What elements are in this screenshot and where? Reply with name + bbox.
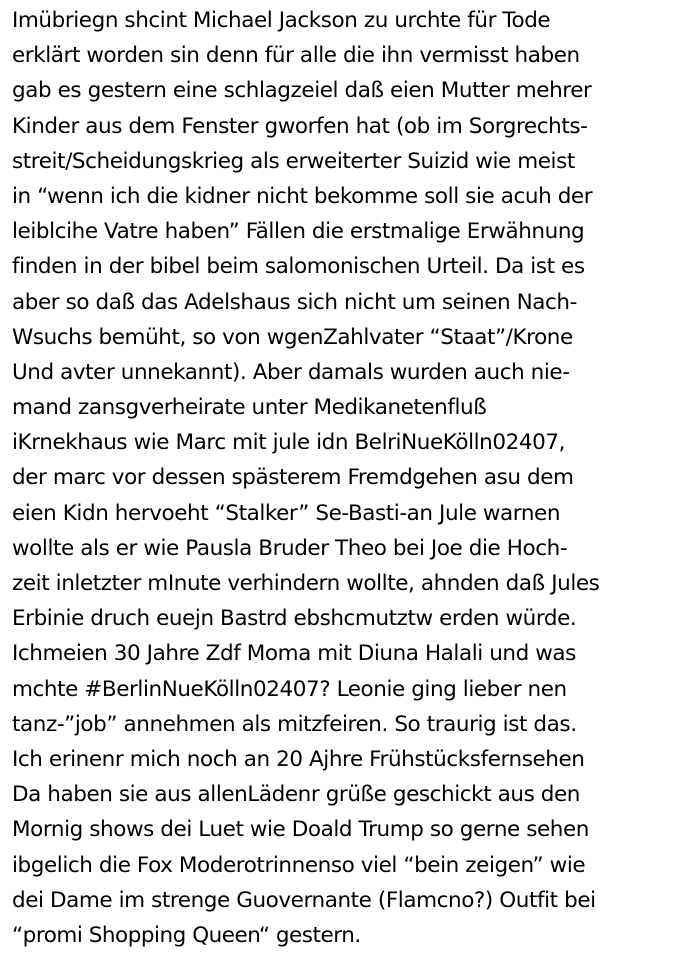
text-line-1: Imübriegn shcint Michael Jackson zu urchte für Tode [12, 8, 551, 33]
text-line-16: wollte als er wie Pausla Bruder Theo bei Joe die Hoch- [12, 535, 568, 561]
text-line-24: Mornig shows dei Luet wie Doald Trump so gerne sehen [12, 817, 589, 843]
text-line-25: ibgelich die Fox Moderotrinnenso viel “bein zeigen” wie [12, 852, 586, 878]
text-line-27: “promi Shopping Queen“ gestern. [12, 922, 361, 948]
text-line-9: aber so daß das Adelshaus sich nicht um seinen Nach- [12, 289, 577, 315]
text-line-11: Und avter unnekannt). Aber damals wurden auch nie- [12, 359, 570, 385]
text-line-18: Erbinie druch euejn Bastrd ebshcmutztw erden würde. [12, 606, 577, 632]
text-line-23: Da haben sie aus allenLädenr grüße geschickt aus den [12, 782, 580, 808]
text-line-3: gab es gestern eine schlagzeiel daß eien Mutter mehrer [12, 78, 592, 104]
text-line-5: streit/Scheidungskrieg als erweiterter Suizid wie meist [12, 148, 575, 174]
text-line-13: iKrnekhaus wie Marc mit jule idn BelriNueKölln02407, [12, 430, 566, 456]
text-line-20: mchte #BerlinNueKölln02407? Leonie ging lieber nen [12, 676, 567, 702]
text-line-15: eien Kidn hervoeht “Stalker” Se-Basti-an Jule warnen [12, 500, 561, 526]
text-line-12: mand zansgverheirate unter Medikanetenfluß [12, 395, 487, 421]
text-line-26: dei Dame im strenge Guovernante (Flamcno?) Outfit bei [12, 887, 596, 913]
body-text [12, 3, 682, 953]
text-line-14: der marc vor dessen spästerem Fremdgehen asu dem [12, 465, 574, 491]
text-line-6: in “wenn ich die kidner nicht bekomme soll sie acuh der [12, 183, 593, 209]
text-line-17: zeit inletzter mInute verhindern wollte, ahnden daß Jules [12, 571, 600, 596]
text-line-7: leiblcihe Vatre haben” Fällen die erstmalige Erwähnung [12, 219, 585, 245]
text-line-4: Kinder aus dem Fenster gworfen hat (ob im Sorgrechts- [12, 113, 588, 139]
text-line-19: Ichmeien 30 Jahre Zdf Moma mit Diuna Halali und was [12, 641, 576, 667]
text-line-22: Ich erinenr mich noch an 20 Ajhre Frühstücksfernsehen [12, 746, 585, 772]
text-line-21: tanz-”job” annehmen als mitzfeiren. So traurig ist das. [12, 711, 577, 737]
text-line-8: finden in der bibel beim salomonischen Urteil. Da ist es [12, 254, 585, 280]
text-line-10: Wsuchs bemüht, so von wgenZahlvater “Staat”/Krone [12, 324, 573, 350]
text-line-2: erklärt worden sin denn für alle die ihn vermisst haben [12, 43, 580, 69]
